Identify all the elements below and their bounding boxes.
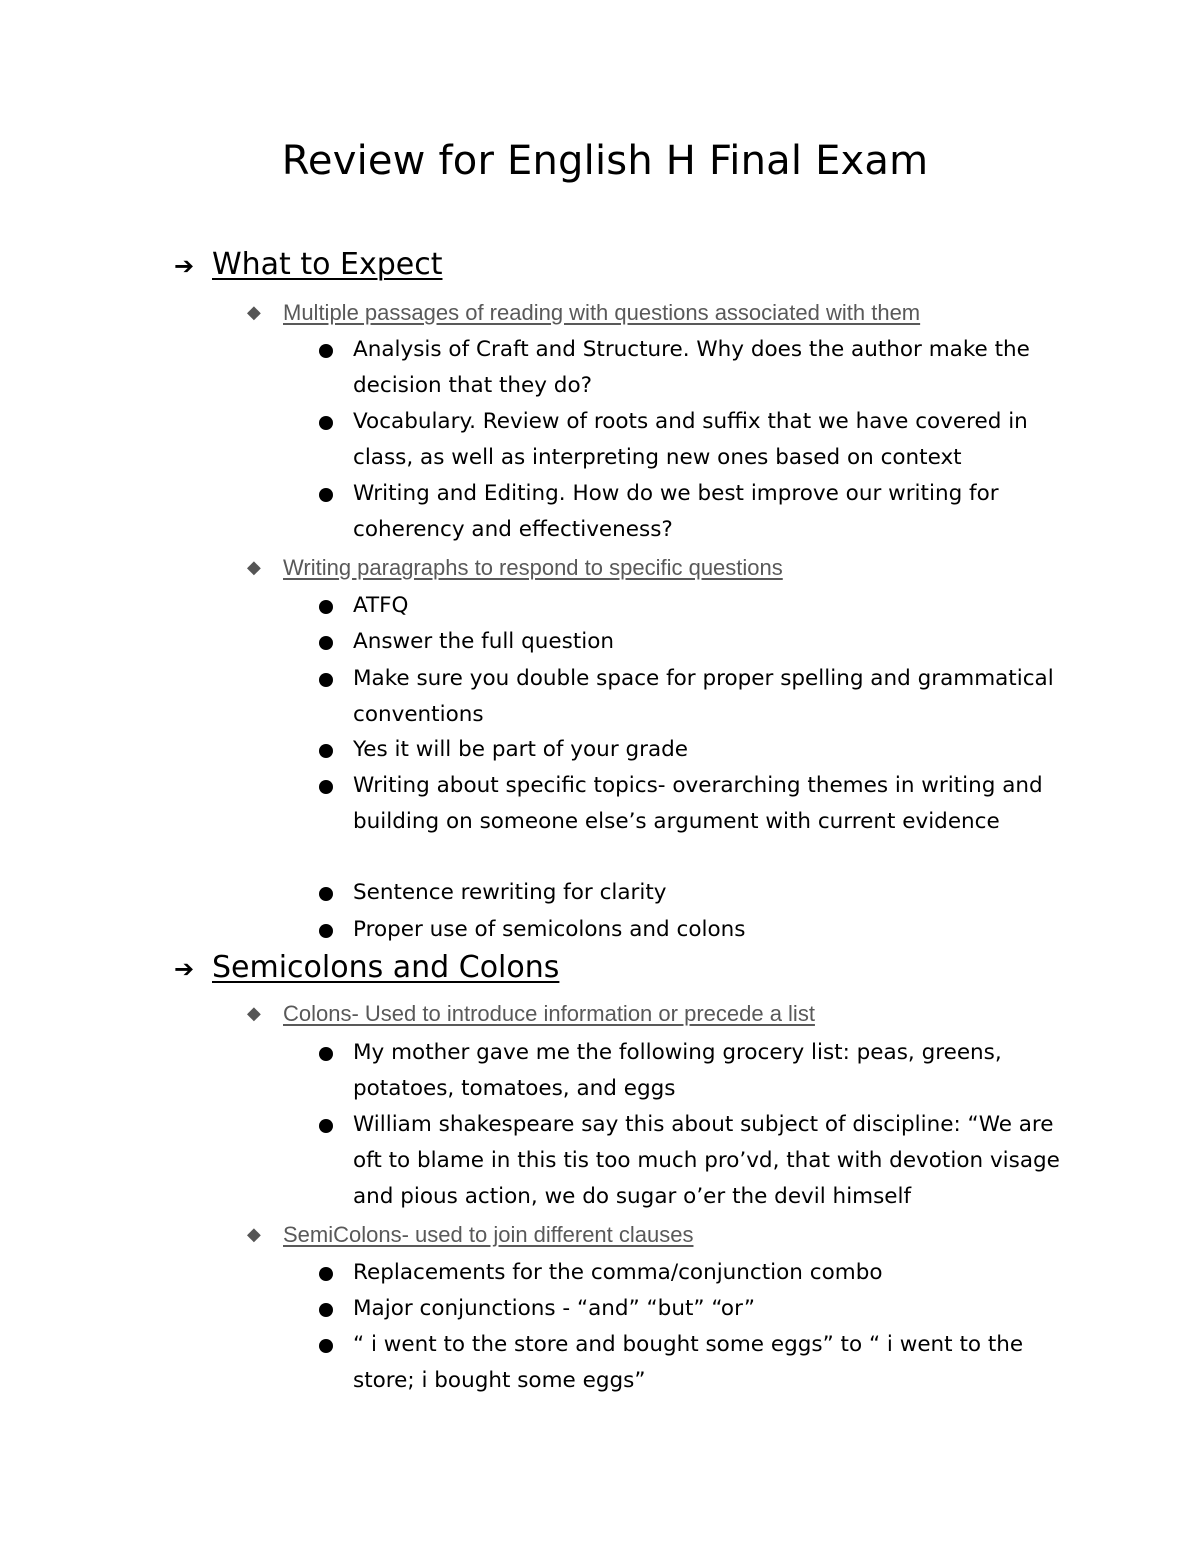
subsection-heading: Writing paragraphs to respond to specific questions [283,555,783,580]
list-item-text: “ i went to the store and bought some eggs” to “ i went to the store; i bought some eggs” [353,1332,1024,1393]
diamond-bullet-icon: ◆ [247,1224,261,1245]
list-item-text: Proper use of semicolons and colons [353,917,746,942]
dot-bullet-icon [319,1119,333,1133]
section-heading-row [0,246,1200,286]
dot-bullet-icon [319,780,333,794]
dot-bullet-icon [319,887,333,901]
page-title: Review for English H Final Exam [281,138,929,184]
list-item-text: Replacements for the comma/conjunction combo [353,1260,883,1285]
subsection-heading: Colons- Used to introduce information or precede a list [283,1001,815,1026]
diamond-bullet-icon: ◆ [247,302,261,323]
list-item-text: ATFQ [353,593,409,618]
list-item-text: Sentence rewriting for clarity [353,880,667,905]
diamond-bullet-icon: ◆ [247,1003,261,1024]
subsection-heading: Multiple passages of reading with questions associated with them [283,300,921,325]
dot-bullet-icon [319,344,333,358]
dot-bullet-icon [319,1303,333,1317]
section-heading-row [0,949,1200,989]
subsection-heading: SemiColons- used to join different clauses [283,1222,694,1247]
list-item-text: William shakespeare say this about subject of discipline: “We are oft to blame in this tis too much pro’vd, that with devotion visage and pious action, we do sugar o’er the devil himself [353,1112,1060,1209]
list-item-text: Vocabulary. Review of roots and suffix that we have covered in class, as well as interpreting new ones based on context [353,409,1028,470]
dot-bullet-icon [319,744,333,758]
dot-bullet-icon [319,600,333,614]
section-heading: What to Expect [212,247,443,282]
dot-bullet-icon [319,1267,333,1281]
dot-bullet-icon [319,673,333,687]
dot-bullet-icon [319,924,333,938]
dot-bullet-icon [319,1339,333,1353]
list-item-text: Yes it will be part of your grade [353,737,689,762]
dot-bullet-icon [319,488,333,502]
arrow-icon: ➔ [174,252,195,280]
list-item-text: Make sure you double space for proper spelling and grammatical conventions [353,666,1054,727]
list-item-text: Writing about specific topics- overarching themes in writing and building on someone else’s argument with current evidence [353,773,1043,834]
section-heading: Semicolons and Colons [212,950,560,985]
arrow-icon: ➔ [174,955,195,983]
dot-bullet-icon [319,416,333,430]
list-item-text: Major conjunctions - “and” “but” “or” [353,1296,755,1321]
section-semicolons-and-colons [0,949,1200,989]
list-item-text: Analysis of Craft and Structure. Why does the author make the decision that they do? [353,337,1030,398]
section-what-to-expect [0,246,1200,286]
diamond-bullet-icon: ◆ [247,557,261,578]
list-item-text: Writing and Editing. How do we best improve our writing for coherency and effectiveness? [353,481,999,542]
list-item-text: Answer the full question [353,629,615,654]
dot-bullet-icon [319,636,333,650]
dot-bullet-icon [319,1047,333,1061]
list-item-text: My mother gave me the following grocery list: peas, greens, potatoes, tomatoes, and eggs [353,1040,1002,1101]
